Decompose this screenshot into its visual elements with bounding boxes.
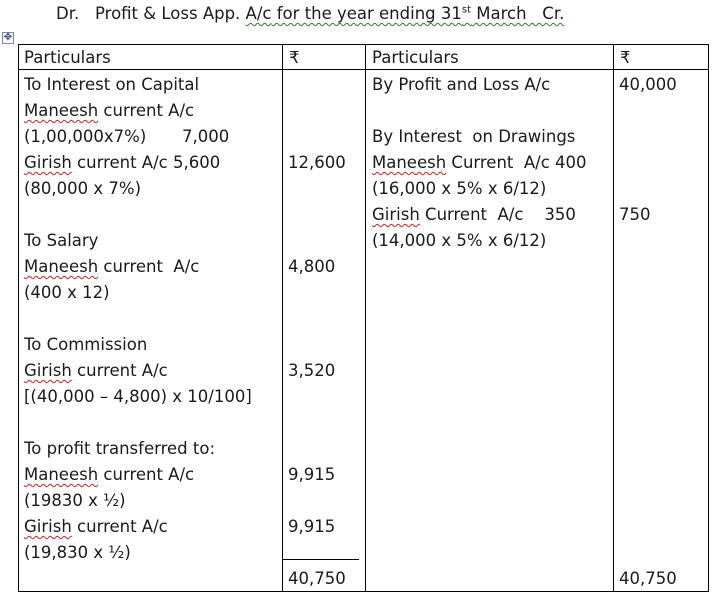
credit-total: 40,750 xyxy=(619,569,677,588)
column-divider xyxy=(613,45,614,591)
ioc-total-amount: 12,600 xyxy=(288,153,346,172)
ioc-girish-name: Girish xyxy=(24,153,72,172)
pt-maneesh-line xyxy=(24,465,194,485)
title-sup: st xyxy=(461,4,472,16)
iod-maneesh-name: Maneesh xyxy=(372,153,447,172)
header-divider xyxy=(19,69,708,70)
header-amount-left: ₹ xyxy=(289,48,300,67)
salary-maneesh-name: Maneesh xyxy=(24,257,99,276)
ledger-table xyxy=(18,44,709,592)
pt-maneesh-calc: (19830 x ½) xyxy=(24,491,126,510)
account-heading xyxy=(56,4,564,23)
iod-maneesh-line xyxy=(372,153,587,173)
iod-girish-calc: (14,000 x 5% x 6/12) xyxy=(372,231,547,250)
debit-total-rule xyxy=(282,559,359,560)
interest-on-capital-label: To Interest on Capital xyxy=(24,75,200,94)
commission-calc: [(40,000 – 4,800) x 10/100] xyxy=(24,387,252,406)
pt-girish-name: Girish xyxy=(24,517,72,536)
column-divider xyxy=(365,45,366,591)
ioc-girish-calc: (80,000 x 7%) xyxy=(24,179,142,198)
debit-total: 40,750 xyxy=(288,569,346,588)
comm-girish-name: Girish xyxy=(24,361,72,380)
header-amount-right: ₹ xyxy=(620,48,631,67)
title-post: March Cr. xyxy=(471,4,565,23)
interest-on-drawings-label: By Interest on Drawings xyxy=(372,127,576,146)
title-ac: A/c xyxy=(245,4,272,23)
commission-label: To Commission xyxy=(24,335,148,354)
salary-maneesh-line xyxy=(24,257,199,277)
comm-girish-rest: current A/c xyxy=(71,361,168,380)
salary-amount: 4,800 xyxy=(288,257,336,276)
iod-total-amount: 750 xyxy=(619,205,651,224)
salary-maneesh-rest: current A/c xyxy=(98,257,200,276)
iod-girish-rest: Current A/c 350 xyxy=(419,205,576,224)
iod-girish-name: Girish xyxy=(372,205,420,224)
header-particulars-left: Particulars xyxy=(24,48,111,67)
pt-girish-line xyxy=(24,517,168,537)
ioc-maneesh-amount: 7,000 xyxy=(182,127,230,146)
comm-girish-line xyxy=(24,361,168,381)
table-move-handle-icon[interactable]: ✥ xyxy=(3,32,13,43)
iod-girish-line xyxy=(372,205,576,225)
ioc-maneesh-name: Maneesh xyxy=(24,101,99,120)
dr-label: Dr. xyxy=(56,4,80,23)
ioc-maneesh-calc: (1,00,000x7%) xyxy=(24,127,147,146)
title-pre: Profit & Loss App. xyxy=(94,4,246,23)
pt-maneesh-name: Maneesh xyxy=(24,465,99,484)
profit-transferred-label: To profit transferred to: xyxy=(24,439,215,458)
ioc-maneesh-line xyxy=(24,101,194,121)
pt-girish-rest: current A/c xyxy=(71,517,168,536)
by-pl-amount: 40,000 xyxy=(619,75,677,94)
commission-amount: 3,520 xyxy=(288,361,336,380)
pt-girish-calc: (19,830 x ½) xyxy=(24,543,131,562)
salary-calc: (400 x 12) xyxy=(24,283,110,302)
pt-maneesh-amount: 9,915 xyxy=(288,465,336,484)
column-divider xyxy=(282,45,283,591)
salary-label: To Salary xyxy=(24,231,99,250)
pt-girish-amount: 9,915 xyxy=(288,517,336,536)
header-particulars-right: Particulars xyxy=(372,48,459,67)
ioc-girish-line xyxy=(24,153,220,173)
ioc-maneesh-rest: current A/c xyxy=(98,101,195,120)
pt-maneesh-rest: current A/c xyxy=(98,465,195,484)
title-mid: for the year ending 31 xyxy=(271,4,462,23)
ioc-girish-rest: current A/c 5,600 xyxy=(71,153,221,172)
iod-maneesh-calc: (16,000 x 5% x 6/12) xyxy=(372,179,547,198)
by-pl-label: By Profit and Loss A/c xyxy=(372,75,551,94)
iod-maneesh-rest: Current A/c 400 xyxy=(446,153,587,172)
